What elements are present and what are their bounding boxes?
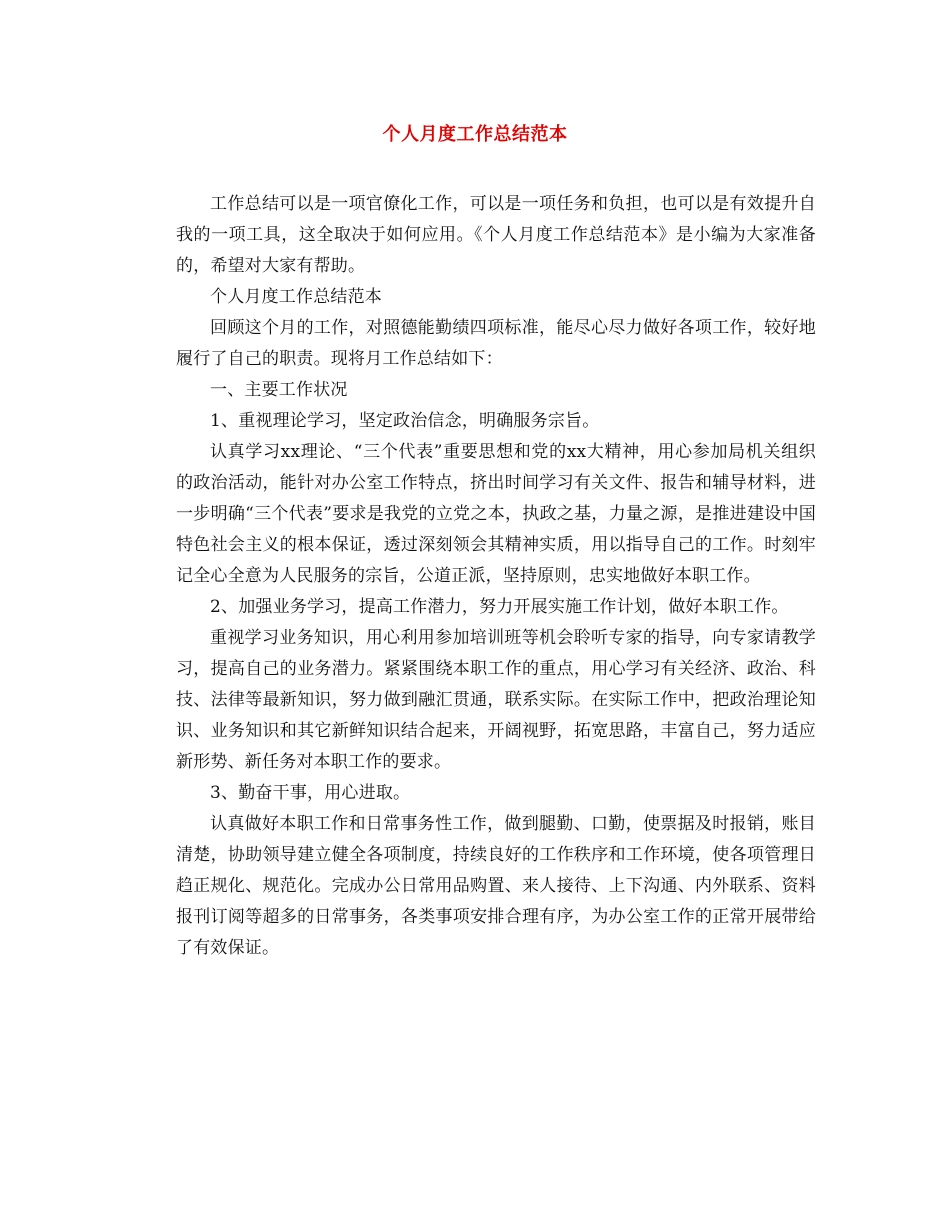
paragraph-review: 回顾这个月的工作，对照德能勤绩四项标准，能尽心尽力做好各项工作，较好地履行了自己的职责。现将月工作总结如下： xyxy=(176,318,816,369)
section-heading-main-work: 一、主要工作状况 xyxy=(210,380,348,400)
paragraph-intro: 工作总结可以是一项官僚化工作，可以是一项任务和负担，也可以是有效提升自我的一项工具，这全取决于如何应用。《个人月度工作总结范本》是小编为大家准备的，希望对大家有帮助。 xyxy=(176,194,816,276)
paragraph-subtitle: 个人月度工作总结范本 xyxy=(210,287,382,307)
item-heading-1: 1、重视理论学习，坚定政治信念，明确服务宗旨。 xyxy=(210,411,600,431)
document-body xyxy=(176,189,816,964)
paragraph-item-3: 认真做好本职工作和日常事务性工作，做到腿勤、口勤，使票据及时报销，账目清楚，协助领导建立健全各项制度，持续良好的工作秩序和工作环境，使各项管理日趋正规化、规范化。完成办公日常用品购置、来人接待、上下沟通、内外联系、资料报刊订阅等超多的日常事务，各类事项安排合理有序，为办公室工作的正常开展带给了有效保证。 xyxy=(176,814,816,958)
document-title: 个人月度工作总结范本 xyxy=(382,124,568,145)
item-heading-2: 2、加强业务学习，提高工作潜力，努力开展实施工作计划，做好本职工作。 xyxy=(210,597,789,617)
paragraph-item-2: 重视学习业务知识，用心利用参加培训班等机会聆听专家的指导，向专家请教学习，提高自己的业务潜力。紧紧围绕本职工作的重点，用心学习有关经济、政治、科技、法律等最新知识，努力做到融汇贯通，联系实际。在实际工作中，把政治理论知识、业务知识和其它新鲜知识结合起来，开阔视野，拓宽思路，丰富自己，努力适应新形势、新任务对本职工作的要求。 xyxy=(176,628,816,772)
paragraph-item-1: 认真学习xx理论、“三个代表”重要思想和党的xx大精神，用心参加局机关组织的政治活动，能针对办公室工作特点，挤出时间学习有关文件、报告和辅导材料，进一步明确“三个代表”要求是我党的立党之本，执政之基，力量之源，是推进建设中国特色社会主义的根本保证，透过深刻领会其精神实质，用以指导自己的工作。时刻牢记全心全意为人民服务的宗旨，公道正派，坚持原则，忠实地做好本职工作。 xyxy=(176,442,816,586)
item-heading-3: 3、勤奋干事，用心进取。 xyxy=(210,783,411,803)
